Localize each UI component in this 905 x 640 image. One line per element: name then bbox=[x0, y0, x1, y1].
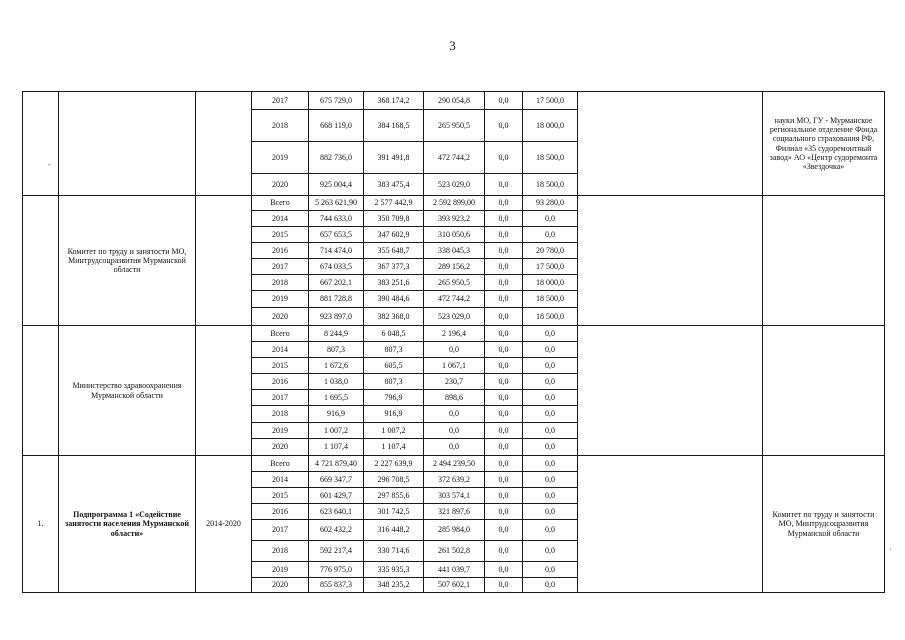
other-cell: 0,0 bbox=[523, 488, 578, 504]
total-cell: 744 633,0 bbox=[309, 211, 364, 227]
total-cell: 623 640,1 bbox=[309, 504, 364, 520]
indicator-cell bbox=[578, 92, 763, 196]
local-cell: 0,0 bbox=[485, 456, 523, 472]
year-cell: Всего bbox=[252, 196, 309, 211]
regional-cell: 303 574,1 bbox=[424, 488, 485, 504]
other-cell: 93 280,0 bbox=[523, 196, 578, 211]
total-cell: 602 432,2 bbox=[309, 520, 364, 541]
local-cell: 0,0 bbox=[485, 342, 523, 358]
local-cell: 0,0 bbox=[485, 275, 523, 291]
other-cell: 0,0 bbox=[523, 211, 578, 227]
row-number-cell bbox=[23, 92, 59, 196]
other-cell: 17 500,0 bbox=[523, 92, 578, 110]
executor-cell: науки МО, ГУ - Мурманское региональное отделение Фонда социального страхования РФ, Филиал «35 судоремонтный завод» АО «Центр судоремонта «Звездочка» bbox=[763, 92, 885, 196]
total-cell: 1 695,5 bbox=[309, 390, 364, 406]
other-cell: 0,0 bbox=[523, 520, 578, 541]
other-cell: 0,0 bbox=[523, 227, 578, 243]
year-cell: 2016 bbox=[252, 374, 309, 390]
other-cell: 0,0 bbox=[523, 472, 578, 488]
federal-cell: 2 227 639,9 bbox=[364, 456, 424, 472]
federal-cell: 390 484,6 bbox=[364, 291, 424, 308]
year-cell: 2020 bbox=[252, 578, 309, 593]
federal-cell: 6 048,5 bbox=[364, 326, 424, 342]
regional-cell: 1 067,1 bbox=[424, 358, 485, 374]
federal-cell: 367 377,3 bbox=[364, 259, 424, 275]
table-body bbox=[23, 92, 885, 593]
year-cell: 2014 bbox=[252, 472, 309, 488]
regional-cell: 472 744,2 bbox=[424, 142, 485, 174]
total-cell: 923 897,0 bbox=[309, 308, 364, 326]
local-cell: 0,0 bbox=[485, 488, 523, 504]
federal-cell: 330 714,6 bbox=[364, 541, 424, 562]
federal-cell: 916,9 bbox=[364, 406, 424, 423]
regional-cell: 0,0 bbox=[424, 439, 485, 456]
year-cell: 2015 bbox=[252, 488, 309, 504]
local-cell: 0,0 bbox=[485, 406, 523, 423]
other-cell: 18 000,0 bbox=[523, 110, 578, 142]
total-cell: 592 217,4 bbox=[309, 541, 364, 562]
name-cell: Подпрограмма 1 «Содействие занятости населения Мурманской области» bbox=[59, 456, 196, 593]
year-cell: 2020 bbox=[252, 439, 309, 456]
other-cell: 18 500,0 bbox=[523, 174, 578, 196]
regional-cell: 321 897,6 bbox=[424, 504, 485, 520]
federal-cell: 1 007,2 bbox=[364, 423, 424, 439]
local-cell: 0,0 bbox=[485, 520, 523, 541]
local-cell: 0,0 bbox=[485, 439, 523, 456]
total-cell: 669 347,7 bbox=[309, 472, 364, 488]
name-cell: Комитет по труду и занятости МО, Минтрудсоцразвития Мурманской области bbox=[59, 196, 196, 326]
regional-cell: 289 156,2 bbox=[424, 259, 485, 275]
federal-cell: 297 855,6 bbox=[364, 488, 424, 504]
regional-cell: 372 639,2 bbox=[424, 472, 485, 488]
period-cell bbox=[196, 92, 252, 196]
year-cell: 2014 bbox=[252, 211, 309, 227]
year-cell: 2016 bbox=[252, 243, 309, 259]
other-cell: 20 780,0 bbox=[523, 243, 578, 259]
total-cell: 882 736,0 bbox=[309, 142, 364, 174]
regional-cell: 898,6 bbox=[424, 390, 485, 406]
other-cell: 17 500,0 bbox=[523, 259, 578, 275]
other-cell: 0,0 bbox=[523, 423, 578, 439]
total-cell: 601 429,7 bbox=[309, 488, 364, 504]
other-cell: 0,0 bbox=[523, 374, 578, 390]
regional-cell: 338 045,3 bbox=[424, 243, 485, 259]
regional-cell: 523 029,0 bbox=[424, 308, 485, 326]
federal-cell: 335 935,3 bbox=[364, 562, 424, 578]
federal-cell: 296 708,5 bbox=[364, 472, 424, 488]
year-cell: 2017 bbox=[252, 390, 309, 406]
regional-cell: 507 602,1 bbox=[424, 578, 485, 593]
other-cell: 18 500,0 bbox=[523, 142, 578, 174]
regional-cell: 0,0 bbox=[424, 342, 485, 358]
indicator-cell bbox=[578, 326, 763, 456]
regional-cell: 472 744,2 bbox=[424, 291, 485, 308]
local-cell: 0,0 bbox=[485, 472, 523, 488]
other-cell: 0,0 bbox=[523, 326, 578, 342]
year-cell: Всего bbox=[252, 456, 309, 472]
federal-cell: 382 368,0 bbox=[364, 308, 424, 326]
total-cell: 776 975,0 bbox=[309, 562, 364, 578]
local-cell: 0,0 bbox=[485, 92, 523, 110]
local-cell: 0,0 bbox=[485, 308, 523, 326]
period-cell bbox=[196, 196, 252, 326]
period-cell bbox=[196, 326, 252, 456]
regional-cell: 441 039,7 bbox=[424, 562, 485, 578]
year-cell: 2020 bbox=[252, 308, 309, 326]
year-cell: 2017 bbox=[252, 92, 309, 110]
program-funding-table bbox=[22, 91, 885, 593]
year-cell: 2015 bbox=[252, 358, 309, 374]
name-cell: Министерство здравоохранения Мурманской области bbox=[59, 326, 196, 456]
regional-cell: 265 950,5 bbox=[424, 110, 485, 142]
regional-cell: 2 592 899,00 bbox=[424, 196, 485, 211]
federal-cell: 383 251,6 bbox=[364, 275, 424, 291]
total-cell: 881 728,8 bbox=[309, 291, 364, 308]
federal-cell: 796,9 bbox=[364, 390, 424, 406]
federal-cell: 350 709,8 bbox=[364, 211, 424, 227]
year-cell: 2019 bbox=[252, 142, 309, 174]
total-cell: 925 004,4 bbox=[309, 174, 364, 196]
indicator-cell bbox=[578, 456, 763, 593]
total-cell: 855 837,3 bbox=[309, 578, 364, 593]
other-cell: 18 500,0 bbox=[523, 308, 578, 326]
local-cell: 0,0 bbox=[485, 326, 523, 342]
executor-cell bbox=[763, 326, 885, 456]
table-row bbox=[23, 456, 885, 472]
executor-cell: Комитет по труду и занятости МО, Минтрудсоцразвития Мурманской области bbox=[763, 456, 885, 593]
federal-cell: 384 168,5 bbox=[364, 110, 424, 142]
other-cell: 0,0 bbox=[523, 578, 578, 593]
federal-cell: 347 602,9 bbox=[364, 227, 424, 243]
year-cell: 2020 bbox=[252, 174, 309, 196]
other-cell: 0,0 bbox=[523, 456, 578, 472]
federal-cell: 316 448,2 bbox=[364, 520, 424, 541]
federal-cell: 355 648,7 bbox=[364, 243, 424, 259]
total-cell: 1 038,0 bbox=[309, 374, 364, 390]
total-cell: 668 119,0 bbox=[309, 110, 364, 142]
local-cell: 0,0 bbox=[485, 243, 523, 259]
federal-cell: 807,3 bbox=[364, 342, 424, 358]
table-row bbox=[23, 92, 885, 110]
executor-cell bbox=[763, 196, 885, 326]
year-cell: 2019 bbox=[252, 562, 309, 578]
regional-cell: 2 196,4 bbox=[424, 326, 485, 342]
other-cell: 18 500,0 bbox=[523, 291, 578, 308]
year-cell: 2016 bbox=[252, 504, 309, 520]
year-cell: 2019 bbox=[252, 291, 309, 308]
row-number-cell: 1. bbox=[23, 456, 59, 593]
other-cell: 18 000,0 bbox=[523, 275, 578, 291]
other-cell: 0,0 bbox=[523, 342, 578, 358]
federal-cell: 2 577 442,9 bbox=[364, 196, 424, 211]
other-cell: 0,0 bbox=[523, 406, 578, 423]
local-cell: 0,0 bbox=[485, 142, 523, 174]
scan-dot: · bbox=[889, 545, 892, 554]
federal-cell: 807,3 bbox=[364, 374, 424, 390]
regional-cell: 230,7 bbox=[424, 374, 485, 390]
year-cell: 2019 bbox=[252, 423, 309, 439]
row-number-cell bbox=[23, 326, 59, 456]
year-cell: 2015 bbox=[252, 227, 309, 243]
regional-cell: 2 494 239,50 bbox=[424, 456, 485, 472]
local-cell: 0,0 bbox=[485, 390, 523, 406]
local-cell: 0,0 bbox=[485, 227, 523, 243]
table-row bbox=[23, 196, 885, 211]
other-cell: 0,0 bbox=[523, 541, 578, 562]
year-cell: 2018 bbox=[252, 406, 309, 423]
year-cell: 2014 bbox=[252, 342, 309, 358]
local-cell: 0,0 bbox=[485, 374, 523, 390]
other-cell: 0,0 bbox=[523, 439, 578, 456]
local-cell: 0,0 bbox=[485, 541, 523, 562]
regional-cell: 0,0 bbox=[424, 423, 485, 439]
total-cell: 657 653,5 bbox=[309, 227, 364, 243]
period-cell: 2014-2020 bbox=[196, 456, 252, 593]
page-number: 3 bbox=[449, 38, 456, 53]
total-cell: 4 721 879,40 bbox=[309, 456, 364, 472]
local-cell: 0,0 bbox=[485, 110, 523, 142]
local-cell: 0,0 bbox=[485, 259, 523, 275]
local-cell: 0,0 bbox=[485, 504, 523, 520]
local-cell: 0,0 bbox=[485, 174, 523, 196]
other-cell: 0,0 bbox=[523, 562, 578, 578]
name-cell bbox=[59, 92, 196, 196]
local-cell: 0,0 bbox=[485, 291, 523, 308]
local-cell: 0,0 bbox=[485, 358, 523, 374]
other-cell: 0,0 bbox=[523, 358, 578, 374]
regional-cell: 261 502,8 bbox=[424, 541, 485, 562]
scan-mark: - bbox=[48, 160, 51, 169]
total-cell: 807,3 bbox=[309, 342, 364, 358]
local-cell: 0,0 bbox=[485, 562, 523, 578]
regional-cell: 290 054,8 bbox=[424, 92, 485, 110]
total-cell: 1 007,2 bbox=[309, 423, 364, 439]
total-cell: 5 263 621,90 bbox=[309, 196, 364, 211]
total-cell: 916,9 bbox=[309, 406, 364, 423]
total-cell: 714 474,0 bbox=[309, 243, 364, 259]
total-cell: 1 107,4 bbox=[309, 439, 364, 456]
federal-cell: 383 475,4 bbox=[364, 174, 424, 196]
regional-cell: 523 029,0 bbox=[424, 174, 485, 196]
other-cell: 0,0 bbox=[523, 504, 578, 520]
local-cell: 0,0 bbox=[485, 211, 523, 227]
regional-cell: 265 950,5 bbox=[424, 275, 485, 291]
total-cell: 8 244,9 bbox=[309, 326, 364, 342]
federal-cell: 301 742,5 bbox=[364, 504, 424, 520]
federal-cell: 391 491,8 bbox=[364, 142, 424, 174]
local-cell: 0,0 bbox=[485, 423, 523, 439]
local-cell: 0,0 bbox=[485, 196, 523, 211]
indicator-cell bbox=[578, 196, 763, 326]
regional-cell: 0,0 bbox=[424, 406, 485, 423]
total-cell: 675 729,0 bbox=[309, 92, 364, 110]
other-cell: 0,0 bbox=[523, 390, 578, 406]
local-cell: 0,0 bbox=[485, 578, 523, 593]
total-cell: 667 202,1 bbox=[309, 275, 364, 291]
year-cell: Всего bbox=[252, 326, 309, 342]
total-cell: 1 672,6 bbox=[309, 358, 364, 374]
federal-cell: 368 174,2 bbox=[364, 92, 424, 110]
regional-cell: 285 984,0 bbox=[424, 520, 485, 541]
year-cell: 2017 bbox=[252, 520, 309, 541]
federal-cell: 1 107,4 bbox=[364, 439, 424, 456]
year-cell: 2018 bbox=[252, 541, 309, 562]
row-number-cell bbox=[23, 196, 59, 326]
year-cell: 2018 bbox=[252, 110, 309, 142]
total-cell: 674 033,5 bbox=[309, 259, 364, 275]
year-cell: 2018 bbox=[252, 275, 309, 291]
regional-cell: 393 923,2 bbox=[424, 211, 485, 227]
year-cell: 2017 bbox=[252, 259, 309, 275]
table-row bbox=[23, 326, 885, 342]
regional-cell: 310 050,6 bbox=[424, 227, 485, 243]
federal-cell: 605,5 bbox=[364, 358, 424, 374]
federal-cell: 348 235,2 bbox=[364, 578, 424, 593]
